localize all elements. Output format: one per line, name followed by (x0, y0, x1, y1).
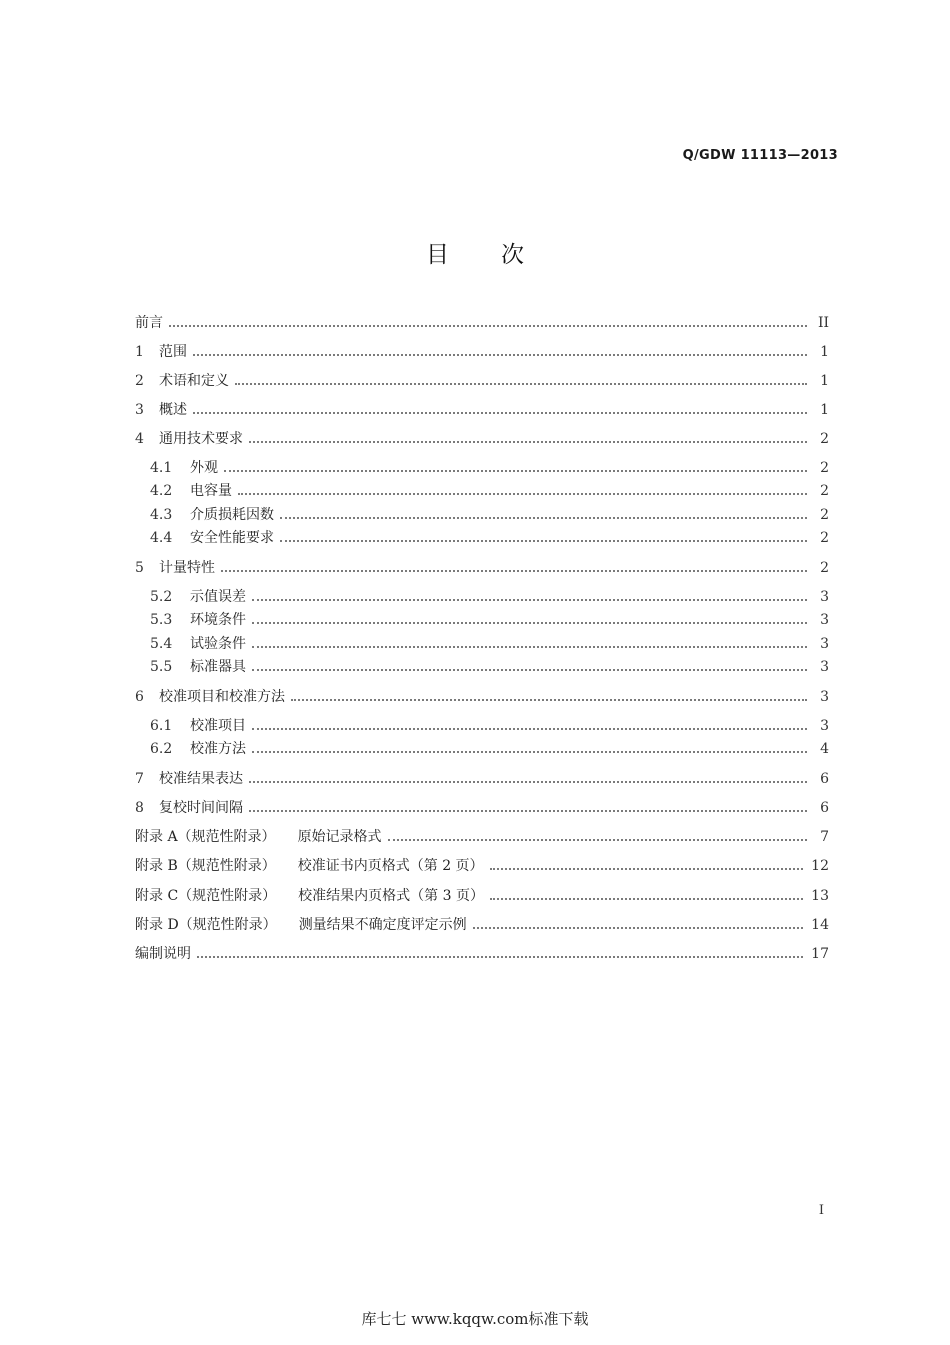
toc-entry-number: 5.3 (150, 612, 173, 628)
toc-entry-number: 4.4 (150, 530, 173, 546)
toc-entry-label: 测量结果不确定度评定示例 (298, 917, 467, 933)
toc-entry-label: 校准证书内页格式（第 2 页） (297, 858, 484, 874)
toc-entry[interactable] (135, 555, 829, 577)
toc-entry-label: 通用技术要求 (159, 431, 243, 447)
toc-entry-label: 编制说明 (135, 946, 191, 962)
toc-entry-label: 校准结果表达 (159, 771, 243, 787)
toc-entry-number: 4 (135, 431, 144, 447)
toc-entry-page: 1 (820, 402, 829, 418)
toc-entry[interactable] (135, 584, 829, 606)
toc-entry[interactable] (135, 631, 829, 653)
toc-leader-dots (169, 325, 807, 327)
page-number: I (818, 1203, 824, 1218)
toc-entry-annex: 附录 D（规范性附录） (135, 917, 277, 933)
toc-entry-number: 6 (135, 689, 144, 705)
toc-title-right: 次 (501, 242, 524, 268)
toc-entry[interactable] (135, 736, 829, 758)
toc-entry-annex: 附录 B（规范性附录） (135, 858, 276, 874)
toc-entry[interactable] (135, 525, 829, 547)
toc-entry[interactable] (135, 368, 829, 390)
toc-entry-page: 12 (811, 858, 829, 874)
toc-leader-dots (249, 810, 807, 812)
toc-entry-label: 试验条件 (190, 636, 246, 652)
toc-entry-page: 3 (820, 659, 829, 675)
toc-leader-dots (249, 441, 807, 443)
toc-entry-label: 原始记录格式 (297, 829, 382, 845)
toc-entry[interactable] (135, 824, 829, 846)
toc-entry[interactable] (135, 883, 829, 905)
toc-entry[interactable] (135, 795, 829, 817)
toc-leader-dots (193, 354, 807, 356)
toc-entry-page: 3 (820, 636, 829, 652)
toc-leader-dots (249, 781, 807, 783)
toc-entry[interactable] (135, 397, 829, 419)
toc-leader-dots (224, 470, 807, 472)
toc-leader-dots (280, 540, 807, 542)
toc-leader-dots (252, 646, 807, 648)
toc-entry-page: 2 (820, 507, 829, 523)
toc-entry-annex: 附录 C（规范性附录） (135, 888, 277, 904)
toc-entry[interactable] (135, 853, 829, 875)
toc-entry-page: 3 (820, 689, 829, 705)
toc-leader-dots (280, 517, 807, 519)
footer-watermark: 库七七 www.kqqw.com标准下载 (361, 1310, 589, 1328)
toc-entry-page: 2 (820, 483, 829, 499)
toc-leader-dots (252, 751, 807, 753)
toc-entry-label: 示值误差 (190, 589, 246, 605)
toc-entry-number: 5.5 (150, 659, 173, 675)
toc-entry-number: 6.2 (150, 741, 173, 757)
toc-entry-label: 校准方法 (190, 741, 246, 757)
toc-entry-number: 4.3 (150, 507, 173, 523)
toc-title (0, 236, 950, 269)
toc-entry-page: 14 (811, 917, 829, 933)
toc-entry-number: 4.1 (150, 460, 173, 476)
toc-entry-number: 5 (135, 560, 144, 576)
toc-entry-label: 复校时间间隔 (159, 800, 243, 816)
toc-entry-label: 前言 (135, 315, 163, 331)
toc-entry-number: 5.4 (150, 636, 173, 652)
toc-entry[interactable] (135, 941, 829, 963)
toc-entry-label: 介质损耗因数 (190, 507, 274, 523)
toc-leader-dots (388, 839, 807, 841)
toc-entry-page: II (817, 315, 829, 331)
toc-entry-label: 电容量 (190, 483, 232, 499)
toc-leader-dots (252, 599, 807, 601)
toc-entry-page: 1 (820, 344, 829, 360)
toc-entry-label: 校准项目 (190, 718, 246, 734)
toc-entry[interactable] (135, 478, 829, 500)
toc-entry-annex: 附录 A（规范性附录） (135, 829, 276, 845)
toc-leader-dots (238, 493, 807, 495)
toc-entry-number: 5.2 (150, 589, 173, 605)
toc-entry-label: 计量特性 (159, 560, 215, 576)
toc-entry-page: 13 (811, 888, 829, 904)
toc-entry-label: 范围 (159, 344, 187, 360)
toc-entry-page: 6 (820, 771, 829, 787)
toc-entry[interactable] (135, 502, 829, 524)
toc-entry-label: 概述 (159, 402, 187, 418)
toc-entry-label: 校准项目和校准方法 (159, 689, 285, 705)
toc-entry[interactable] (135, 713, 829, 735)
toc-entry[interactable] (135, 654, 829, 676)
toc-leader-dots (490, 868, 804, 870)
toc-entry-label: 标准器具 (190, 659, 246, 675)
toc-entry-label: 外观 (190, 460, 218, 476)
toc-leader-dots (235, 383, 807, 385)
toc-entry-page: 7 (820, 829, 829, 845)
toc-entry-number: 3 (135, 402, 144, 418)
toc-leader-dots (252, 728, 807, 730)
toc-entry-page: 4 (820, 741, 829, 757)
toc-entry-page: 3 (820, 589, 829, 605)
toc-entry-page: 2 (820, 560, 829, 576)
toc-entry-number: 6.1 (150, 718, 173, 734)
toc-entry-number: 4.2 (150, 483, 173, 499)
toc-leader-dots (473, 927, 803, 929)
toc-title-left: 目 (426, 242, 449, 268)
toc-entry-page: 17 (811, 946, 829, 962)
toc-entry[interactable] (135, 912, 829, 934)
toc-entry[interactable] (135, 684, 829, 706)
toc-entry-label: 环境条件 (190, 612, 246, 628)
toc-entry-number: 2 (135, 373, 144, 389)
toc-entry-page: 3 (820, 718, 829, 734)
toc-entry-page: 1 (820, 373, 829, 389)
toc-entry-page: 3 (820, 612, 829, 628)
toc-leader-dots (490, 898, 803, 900)
toc-leader-dots (252, 669, 807, 671)
toc-entry[interactable] (135, 607, 829, 629)
toc-entry[interactable] (135, 310, 829, 332)
toc-entry-page: 6 (820, 800, 829, 816)
toc-entry-page: 2 (820, 530, 829, 546)
toc-leader-dots (193, 412, 807, 414)
toc-entry-label: 安全性能要求 (190, 530, 274, 546)
toc-entry-page: 2 (820, 460, 829, 476)
toc-leader-dots (291, 699, 807, 701)
toc-entry[interactable] (135, 766, 829, 788)
document-code: Q/GDW 11113—2013 (682, 148, 838, 163)
toc-entry-label: 校准结果内页格式（第 3 页） (298, 888, 484, 904)
toc-leader-dots (252, 622, 807, 624)
toc-entry-number: 8 (135, 800, 144, 816)
toc-entry[interactable] (135, 426, 829, 448)
toc-entry-label: 术语和定义 (159, 373, 229, 389)
toc-entry[interactable] (135, 455, 829, 477)
toc-entry-page: 2 (820, 431, 829, 447)
toc-entry-number: 7 (135, 771, 144, 787)
toc-entry[interactable] (135, 339, 829, 361)
toc-leader-dots (221, 570, 807, 572)
toc-leader-dots (197, 956, 803, 958)
toc-entry-number: 1 (135, 344, 144, 360)
